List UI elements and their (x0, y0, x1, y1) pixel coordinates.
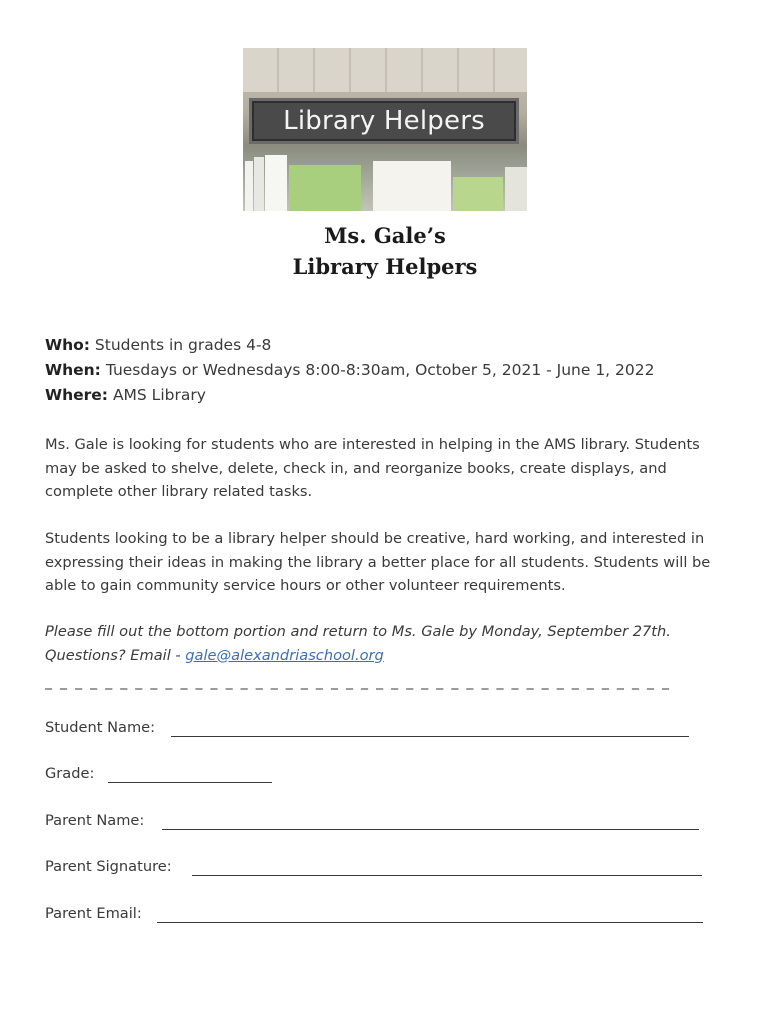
cut-line-divider: _ _ _ _ _ _ _ _ _ _ _ _ _ _ _ _ _ _ _ _ _ _ _ _ _ _ _ _ _ _ _ _ _ _ _ _ _ _ _ _ _ _ (45, 674, 671, 690)
student-name-field[interactable] (45, 719, 695, 743)
instructions-paragraph (45, 620, 735, 667)
parent-email-blank[interactable] (157, 922, 703, 923)
grade-label: Grade: (45, 765, 95, 782)
parent-name-label: Parent Name: (45, 812, 145, 829)
student-name-blank[interactable] (171, 736, 689, 737)
banner-book (453, 177, 503, 211)
when-label: When: (45, 361, 101, 379)
flyer-title-line2: Library Helpers (292, 254, 478, 279)
description-paragraph: Ms. Gale is looking for students who are interested in helping in the AMS library. Students may be asked to shelve, delete, check in, and reorganize books, create displays, and complete other library related tasks. (45, 436, 700, 500)
flyer-title (240, 220, 530, 282)
grade-blank[interactable] (108, 782, 272, 783)
questions-line (45, 644, 735, 668)
who-line (45, 333, 735, 358)
banner-sign (249, 98, 519, 144)
where-value: AMS Library (112, 386, 206, 404)
requirements-paragraph: Students looking to be a library helper should be creative, hard working, and interested in expressing their ideas in making the library a better place for all students. Students will be able to gain community service hours or other volunteer requirements. (45, 530, 711, 594)
grade-field[interactable] (45, 765, 285, 789)
parent-name-field[interactable] (45, 812, 705, 836)
parent-email-label: Parent Email: (45, 905, 142, 922)
who-value: Students in grades 4-8 (94, 336, 272, 354)
instructions-line: Please fill out the bottom portion and return to Ms. Gale by Monday, September 27th. (45, 623, 671, 640)
parent-email-field[interactable] (45, 905, 705, 929)
where-line (45, 383, 735, 408)
banner-book (265, 155, 287, 211)
parent-signature-field[interactable] (45, 858, 705, 882)
parent-signature-label: Parent Signature: (45, 858, 172, 875)
banner-sign-text: Library Helpers (283, 106, 485, 136)
banner-book (373, 161, 451, 211)
where-label: Where: (45, 386, 108, 404)
when-value: Tuesdays or Wednesdays 8:00-8:30am, October 5, 2021 - June 1, 2022 (105, 361, 655, 379)
event-info (45, 333, 735, 408)
library-helpers-banner-image (243, 48, 527, 211)
banner-book (289, 165, 361, 211)
student-name-label: Student Name: (45, 719, 156, 736)
who-label: Who: (45, 336, 90, 354)
email-link[interactable]: gale@alexandriaschool.org (185, 646, 384, 664)
banner-ceiling (243, 48, 527, 92)
questions-prefix: Questions? Email - (45, 646, 186, 664)
banner-book (505, 167, 527, 211)
when-line (45, 358, 735, 383)
parent-name-blank[interactable] (162, 829, 699, 830)
banner-book (245, 161, 253, 211)
flyer-title-line1: Ms. Gale’s (324, 223, 446, 248)
banner-bookshelf (243, 148, 527, 211)
parent-signature-blank[interactable] (192, 875, 702, 876)
banner-book (254, 157, 264, 211)
